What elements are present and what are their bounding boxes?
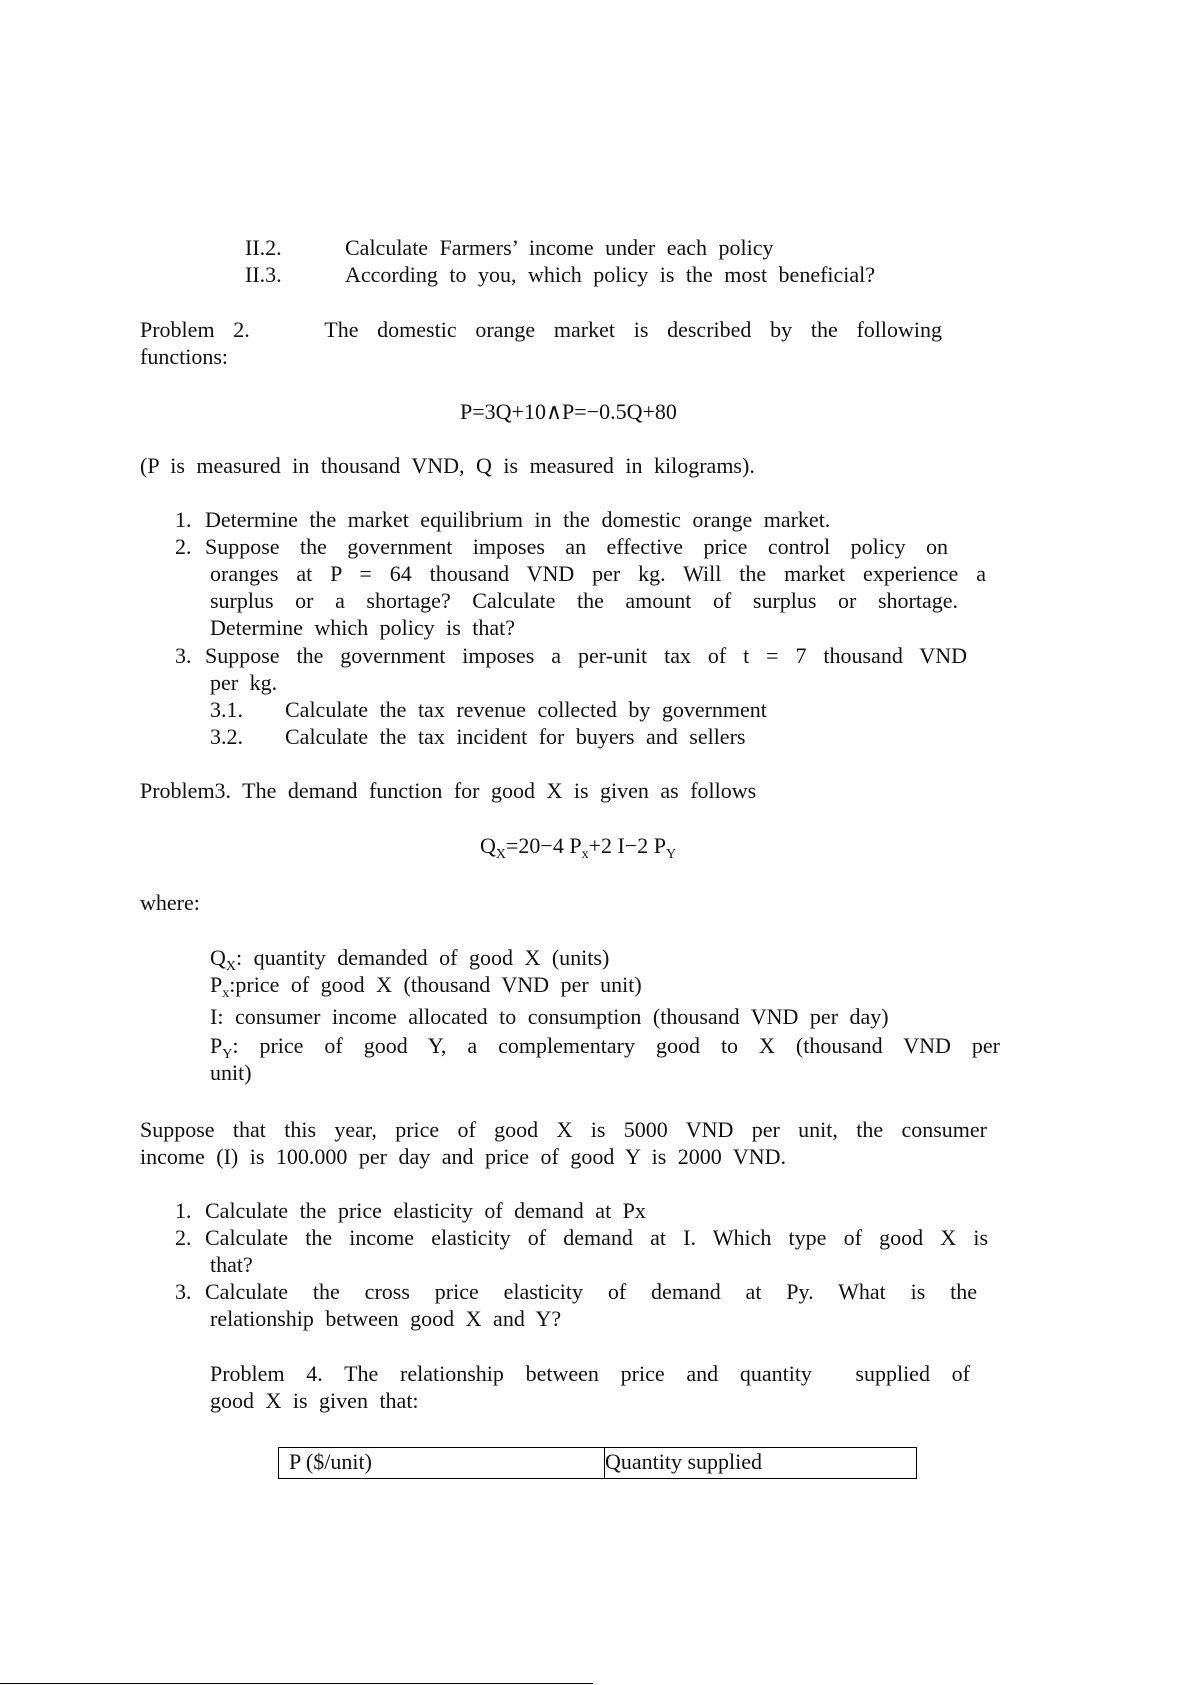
problem2-units-note: (P is measured in thousand VND, Q is measured in kilograms). [140, 453, 755, 478]
eq-q-subscript: X [495, 847, 507, 862]
problem2-question-2-cont: oranges at P = 64 thousand VND per kg. Will the market experience a [210, 561, 986, 586]
sub-item-number: II.2. [245, 235, 282, 260]
problem4-intro-cont: good X is given that: [210, 1388, 419, 1413]
problem2-question-3: Suppose the government imposes a per-unit tax of t = 7 thousand VND [205, 643, 967, 668]
symbol-subscript: x [222, 986, 230, 1001]
problem3-scenario-cont: income (I) is 100.000 per day and price of good Y is 2000 VND. [140, 1144, 787, 1169]
supply-table [278, 1447, 917, 1479]
eq-q: Q [480, 833, 496, 858]
problem2-equation: P=3Q+10∧P=−0.5Q+80 [460, 399, 677, 424]
symbol-subscript: Y [222, 1047, 233, 1062]
definition-text: :price of good X (thousand VND per unit) [229, 972, 642, 997]
table-header-cell: P ($/unit) [279, 1448, 605, 1479]
problem2-question-1: Determine the market equilibrium in the domestic orange market. [205, 507, 831, 532]
definition-px [210, 971, 642, 1001]
list-number: 1. [175, 507, 192, 532]
sub-item-text: Calculate Farmers’ income under each policy [345, 235, 774, 260]
sub-item-number: 3.2. [210, 724, 243, 749]
problem2-question-2-cont: Determine which policy is that? [210, 615, 516, 640]
problem2-intro: Problem 2. The domestic orange market is described by the following [140, 317, 942, 342]
definition-i: I: consumer income allocated to consumption (thousand VND per day) [210, 1004, 889, 1029]
definition-qx [210, 944, 610, 974]
list-number: 2. [175, 534, 192, 559]
eq-py-subscript: Y [665, 847, 677, 862]
problem3-equation [480, 832, 677, 862]
problem2-intro-cont: functions: [140, 344, 228, 369]
definition-py-cont: unit) [210, 1060, 252, 1085]
problem2-question-3-1: Calculate the tax revenue collected by government [285, 697, 767, 722]
symbol: Q [210, 945, 226, 970]
sub-item-number: 3.1. [210, 697, 243, 722]
eq-part: +2 I−2 P [588, 833, 666, 858]
table-header-row [279, 1448, 917, 1479]
eq-px-subscript: x [581, 847, 589, 862]
eq-part: =20−4 P [506, 833, 582, 858]
problem3-question-2-cont: that? [210, 1252, 253, 1277]
sub-item-text: According to you, which policy is the most beneficial? [345, 262, 876, 287]
symbol-subscript: X [225, 959, 237, 974]
problem3-question-2: Calculate the income elasticity of demand at I. Which type of good X is [205, 1225, 988, 1250]
symbol: P [210, 1033, 223, 1058]
list-number: 1. [175, 1198, 192, 1223]
definition-py [210, 1032, 1000, 1062]
problem3-question-3: Calculate the cross price elasticity of demand at Py. What is the [205, 1279, 977, 1304]
sub-item-number: II.3. [245, 262, 282, 287]
problem3-scenario: Suppose that this year, price of good X is 5000 VND per unit, the consumer [140, 1117, 987, 1142]
problem2-question-3-cont: per kg. [210, 670, 278, 695]
where-label: where: [140, 890, 200, 915]
list-number: 3. [175, 1279, 192, 1304]
list-number: 3. [175, 643, 192, 668]
definition-text: : price of good Y, a complementary good to X (thousand VND per [232, 1033, 1000, 1058]
problem2-question-2-cont: surplus or a shortage? Calculate the amount of surplus or shortage. [210, 588, 958, 613]
problem3-question-3-cont: relationship between good X and Y? [210, 1306, 562, 1331]
symbol: P [210, 972, 223, 997]
problem3-question-1: Calculate the price elasticity of demand at Px [205, 1198, 646, 1223]
problem4-intro: Problem 4. The relationship between price and quantity supplied of [210, 1361, 970, 1386]
problem3-intro: Problem3. The demand function for good X is given as follows [140, 778, 757, 803]
list-number: 2. [175, 1225, 192, 1250]
footer-divider [0, 1683, 593, 1684]
problem2-question-2: Suppose the government imposes an effective price control policy on [205, 534, 948, 559]
table-header-cell: Quantity supplied [605, 1448, 917, 1479]
problem2-question-3-2: Calculate the tax incident for buyers and sellers [285, 724, 746, 749]
definition-text: : quantity demanded of good X (units) [236, 945, 610, 970]
